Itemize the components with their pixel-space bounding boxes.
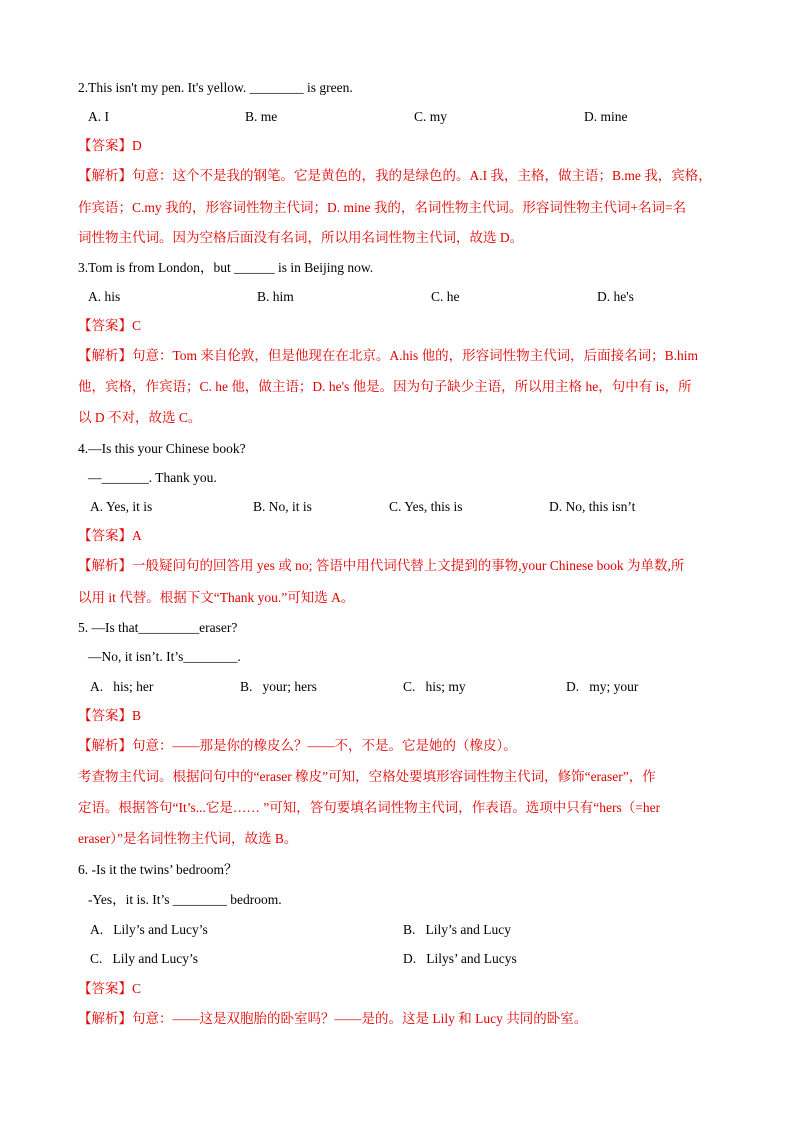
q6-option-c-text: Lily and Lucy’s (112, 951, 198, 966)
q5-stem: 5. —Is that_________eraser? (78, 620, 238, 635)
q3-answer: 【答案】C (78, 318, 142, 333)
q3-option-d: D. he's (597, 289, 634, 304)
q3-option-b: B. him (257, 289, 294, 304)
q5-option-a (90, 678, 153, 696)
q6-option-b-text: Lily’s and Lucy (425, 922, 511, 937)
q3-option-c: C. he (431, 289, 460, 304)
q6-option-a (90, 921, 208, 939)
q6-option-d (403, 950, 517, 968)
q6-option-d-text: Lilys’ and Lucys (426, 951, 517, 966)
q5-option-d (566, 678, 638, 696)
q3-stem: 3.Tom is from London，but ______ is in Beijing now. (78, 260, 374, 275)
q2-analysis-line-1: 【解析】句意：这个不是我的钢笔。它是黄色的，我的是绿色的。A.I 我，主格，做主语；B.me 我，宾格， (78, 168, 712, 183)
q2-answer: 【答案】D (78, 138, 142, 153)
q5-option-c (403, 678, 466, 696)
q5-answer: 【答案】B (78, 708, 142, 723)
q5-option-d-text: my; your (589, 679, 639, 694)
q2-analysis-line-2: 作宾语；C.my 我的，形容词性物主代词；D. mine 我的，名词性物主代词。形容词性物主代词+名词=名 (78, 200, 687, 215)
q6-reply: -Yes，it is. It’s ________ bedroom. (88, 892, 282, 907)
q2-option-a: A. I (88, 109, 109, 124)
q4-analysis-line-1: 【解析】一般疑问句的回答用 yes 或 no; 答语中用代词代替上文提到的事物,your Chinese book 为单数,所 (78, 558, 685, 573)
q5-option-b-letter: B. (240, 679, 253, 694)
q6-option-c-letter: C. (90, 951, 103, 966)
q6-stem: 6. -Is it the twins’ bedroom？ (78, 862, 238, 877)
q4-option-c: C. Yes, this is (389, 499, 463, 514)
q6-analysis-line-1: 【解析】句意：——这是双胞胎的卧室吗？——是的。这是 Lily 和 Lucy 共同的卧室。 (78, 1011, 588, 1026)
q6-option-d-letter: D. (403, 951, 417, 966)
q5-option-c-text: his; my (425, 679, 466, 694)
q5-option-d-letter: D. (566, 679, 580, 694)
q5-analysis-line-3: 定语。根据答句“It’s...它是…… ”可知，答句要填名词性物主代词，作表语。选项中只有“hers（=her (78, 800, 661, 815)
q4-stem: 4.—Is this your Chinese book? (78, 441, 246, 456)
q6-option-c (90, 950, 198, 968)
q4-analysis-line-2: 以用 it 代替。根据下文“Thank you.”可知选 A。 (78, 590, 355, 605)
q6-option-b-letter: B. (403, 922, 416, 937)
q5-option-c-letter: C. (403, 679, 416, 694)
q4-option-b: B. No, it is (253, 499, 312, 514)
q2-analysis-line-3: 词性物主代词。因为空格后面没有名词，所以用名词性物主代词，故选 D。 (78, 230, 524, 245)
q5-option-b (240, 678, 317, 696)
q5-analysis-line-4: eraser）”是名词性物主代词，故选 B。 (78, 831, 298, 846)
q6-option-a-text: Lily’s and Lucy’s (113, 922, 208, 937)
q5-option-a-letter: A. (90, 679, 104, 694)
q2-stem: 2.This isn't my pen. It's yellow. ________ is green. (78, 80, 353, 95)
q4-option-a: A. Yes, it is (90, 499, 153, 514)
q5-option-b-text: your; hers (262, 679, 317, 694)
q3-analysis-line-1: 【解析】句意：Tom 来自伦敦，但是他现在在北京。A.his 他的，形容词性物主代词，后面接名词；B.him (78, 348, 699, 363)
q4-reply: —_______. Thank you. (88, 470, 217, 485)
q3-analysis-line-3: 以 D 不对，故选 C。 (78, 410, 202, 425)
q6-option-b (403, 921, 511, 939)
q6-option-a-letter: A. (90, 922, 104, 937)
q5-option-a-text: his; her (113, 679, 154, 694)
q4-option-d: D. No, this isn’t (549, 499, 636, 514)
q5-analysis-line-2: 考查物主代词。根据问句中的“eraser 橡皮”可知，空格处要填形容词性物主代词，修饰“eraser”，作 (78, 769, 656, 784)
q6-answer: 【答案】C (78, 981, 142, 996)
q2-option-b: B. me (245, 109, 278, 124)
q3-analysis-line-2: 他，宾格，作宾语；C. he 他，做主语；D. he's 他是。因为句子缺少主语，所以用主格 he，句中有 is，所 (78, 379, 692, 394)
q2-option-d: D. mine (584, 109, 628, 124)
q5-analysis-line-1: 【解析】句意：——那是你的橡皮么？——不，不是。它是她的（橡皮）。 (78, 738, 517, 753)
q2-option-c: C. my (414, 109, 448, 124)
q5-reply: —No, it isn’t. It’s________. (88, 649, 241, 664)
q3-option-a: A. his (88, 289, 121, 304)
q4-answer: 【答案】A (78, 528, 142, 543)
